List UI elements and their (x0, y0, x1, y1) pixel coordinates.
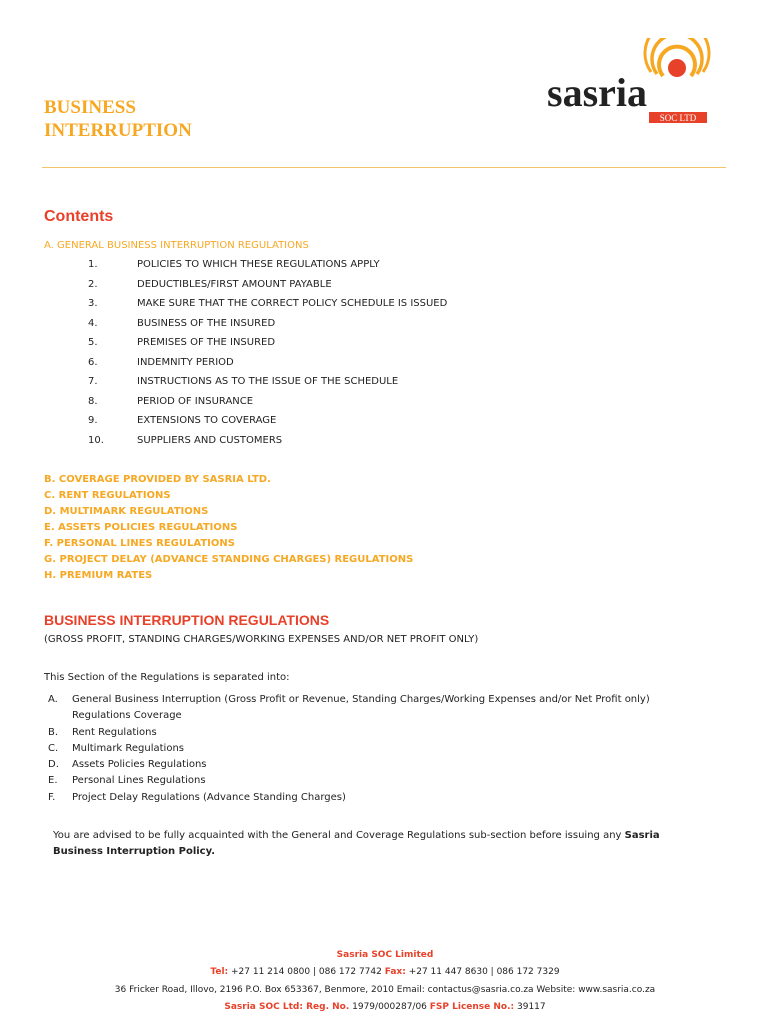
advice-paragraph: You are advised to be fully acquainted with the General and Coverage Regulations sub-section before issuing any Sasria Business Interruption Policy. (53, 830, 660, 857)
title-line-1: BUSINESS (44, 97, 136, 118)
signal-rings-icon (645, 38, 709, 77)
list-item: D. Assets Policies Regulations (48, 759, 207, 771)
bi-parts-list (44, 692, 704, 806)
logo-tag: SOC LTD (659, 113, 697, 123)
section-a-link[interactable]: A. GENERAL BUSINESS INTERRUPTION REGULATIONS (44, 240, 309, 251)
footer-registration: Sasria SOC Ltd: Reg. No. 1979/000287/06 FSP License No.: 39117 (224, 1002, 546, 1012)
logo-wordmark: sasria (547, 70, 647, 115)
section-link-g[interactable]: G. PROJECT DELAY (ADVANCE STANDING CHARGES) REGULATIONS (44, 554, 414, 565)
section-link-e[interactable]: E. ASSETS POLICIES REGULATIONS (44, 522, 238, 533)
sasria-logo (545, 38, 725, 128)
section-link-b[interactable]: B. COVERAGE PROVIDED BY SASRIA LTD. (44, 474, 271, 485)
list-item: C. Multimark Regulations (48, 742, 185, 754)
footer-company: Sasria SOC Limited (336, 950, 434, 960)
contents-heading: Contents (44, 208, 114, 225)
section-link-f[interactable]: F. PERSONAL LINES REGULATIONS (44, 538, 235, 549)
list-item: B. Rent Regulations (48, 726, 157, 738)
section-link-c[interactable]: C. RENT REGULATIONS (44, 490, 171, 501)
bi-intro: This Section of the Regulations is separated into: (44, 672, 290, 683)
section-links (44, 474, 413, 586)
footer-contact: Tel: +27 11 214 0800 | 086 172 7742 Fax: +27 11 447 8630 | 086 172 7329 (210, 967, 560, 977)
list-item: F. Project Delay Regulations (Advance Standing Charges) (48, 791, 346, 803)
list-item: E. Personal Lines Regulations (48, 775, 206, 787)
section-link-d[interactable]: D. MULTIMARK REGULATIONS (44, 506, 209, 517)
list-item: A. General Business Interruption (Gross Profit or Revenue, Standing Charges/Working Expenses and/or Net Profit only) Regulations Coverage (48, 694, 650, 722)
header-divider (42, 167, 726, 168)
bi-heading: BUSINESS INTERRUPTION REGULATIONS (44, 612, 330, 628)
bi-subheading: (GROSS PROFIT, STANDING CHARGES/WORKING EXPENSES AND/OR NET PROFIT ONLY) (44, 634, 479, 645)
document-title (44, 96, 192, 142)
policy-name: Sasria Business Interruption Policy. (53, 830, 660, 857)
section-link-h[interactable]: H. PREMIUM RATES (44, 570, 153, 581)
title-line-2: INTERRUPTION (44, 120, 192, 141)
footer-address: 36 Fricker Road, Illovo, 2196 P.O. Box 653367, Benmore, 2010 Email: contactus@sasria.co.za Website: www.sasria.co.za (114, 985, 656, 995)
